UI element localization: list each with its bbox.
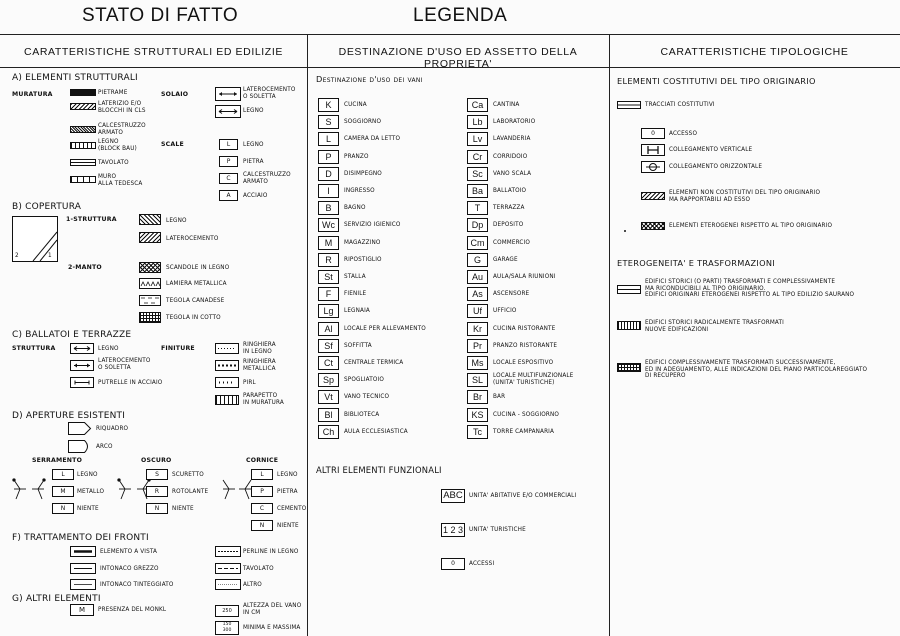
dest-code-left: Ch <box>318 425 339 439</box>
ball-fin-label-3: PARAPETTO IN MURATURA <box>243 393 284 406</box>
legno-solaio-icon <box>215 105 241 118</box>
dest-code-right: Ms <box>467 356 488 370</box>
calcestruzzo-swatch <box>70 126 96 133</box>
trasf-1-swatch <box>617 285 641 294</box>
dest-code-left: St <box>318 270 339 284</box>
laterizio-swatch <box>70 103 96 110</box>
fronti-right-2: ALTRO <box>243 582 262 588</box>
dest-code-left: D <box>318 167 339 181</box>
tegola-canadese-swatch <box>139 295 161 306</box>
ball-str-label-2: PUTRELLE IN ACCIAIO <box>98 380 163 386</box>
dest-label-right: TORRE CAMPANARIA <box>493 428 555 435</box>
dest-code-left: I <box>318 184 339 198</box>
dest-code-left: B <box>318 201 339 215</box>
tavolato-swatch <box>70 159 96 166</box>
column-divider-1 <box>307 34 308 636</box>
tracciati-label: TRACCIATI COSTITUTIVI <box>645 102 715 108</box>
ballatoio-laterocemento-icon <box>70 360 94 371</box>
dest-code-right: Dp <box>467 218 488 232</box>
dest-label-right: LAVANDERIA <box>493 136 531 143</box>
oscuro-label: OSCURO <box>141 457 172 464</box>
non-costitutivi-swatch <box>641 192 665 200</box>
corn-code-0: L <box>251 469 273 480</box>
eterogenei-dot <box>624 230 626 232</box>
dest-code-left: R <box>318 253 339 267</box>
dest-label-right: ASCENSORE <box>493 291 530 298</box>
cornice-window-symbol-icon <box>219 470 255 508</box>
dest-label-left: LEGNAIA <box>344 308 370 315</box>
dest-code-left: Bl <box>318 408 339 422</box>
dest-code-left: F <box>318 287 339 301</box>
eterogenei-label: ELEMENTI ETEROGENEI RISPETTO AL TIPO ORIGINARIO <box>669 223 833 229</box>
dest-code-right: Pr <box>467 339 488 353</box>
pirl-icon <box>215 377 239 388</box>
dest-label-right: CANTINA <box>493 102 520 108</box>
mur-label-1: LATERIZIO E/O BLOCCHI IN CLS <box>98 101 146 114</box>
scale-code-2: C <box>219 173 238 184</box>
struttura-label: 1-STRUTTURA <box>66 216 117 223</box>
alla-tedesca-swatch <box>70 176 96 183</box>
fronti-left-1: INTONACO GREZZO <box>100 566 159 572</box>
osc-code-1: R <box>146 486 168 497</box>
laterocemento-solaio-icon <box>215 87 241 101</box>
eterogenei-swatch <box>641 222 665 230</box>
section-f-title: F) TRATTAMENTO DEI FRONTI <box>12 533 149 543</box>
scale-label-0: LEGNO <box>243 142 264 148</box>
fronti-right-1: TAVOLATO <box>243 566 274 572</box>
manto-label-2: TEGOLA CANADESE <box>166 298 225 304</box>
dest-code-left: L <box>318 132 339 146</box>
mur-label-2: CALCESTRUZZO ARMATO <box>98 123 146 136</box>
dest-code-left: Al <box>318 322 339 336</box>
dest-label-right: LOCALE ESPOSITIVO <box>493 360 554 366</box>
dest-uso-title: Destinazione d'uso dei vani <box>316 74 423 84</box>
corn-label-3: NIENTE <box>277 523 299 529</box>
pietrame-swatch <box>70 89 96 96</box>
col2-header: DESTINAZIONE D'USO ED ASSETTO DELLA PROPRIETA' <box>338 46 578 70</box>
serr-code-2: N <box>52 503 74 514</box>
trasf-2-label: EDIFICI STORICI RADICALMENTE TRASFORMATI NUOVE EDIFICAZIONI <box>645 320 784 333</box>
trasf-1-label: EDIFICI STORICI (O PARTI) TRASFORMATI E COMPLESSIVAMENTE MA RICONDUCIBILI AL TIPO ORIGINARIO. EDIFICI ORIGINARI ETEROGENEI RISPETTO AL TIPO EDILIZIO SAURANO <box>645 279 855 299</box>
blockbau-swatch <box>70 142 96 149</box>
corn-code-3: N <box>251 520 273 531</box>
dest-label-right: LOCALE MULTIFUNZIONALE (UNITA' TURISTICHE) <box>493 373 574 386</box>
collegamento-orizzontale-icon <box>641 161 665 173</box>
ball-str-label-1: LATEROCEMENTO O SOLETTA <box>98 358 151 371</box>
mur-label-3: LEGNO (BLOCK BAU) <box>98 139 137 152</box>
dest-code-left: Ct <box>318 356 339 370</box>
minmax-code: 150 300 <box>215 621 239 635</box>
dest-code-left: P <box>318 150 339 164</box>
cop-str-label-0: LEGNO <box>166 218 187 224</box>
scale-code-1: P <box>219 156 238 167</box>
corn-code-1: P <box>251 486 273 497</box>
minmax-label: MINIMA E MASSIMA <box>243 625 301 631</box>
monkl-label: PRESENZA DEL MONKL <box>98 607 167 613</box>
dest-label-right: CUCINA - SOGGIORNO <box>493 411 560 418</box>
col1-header: CARATTERISTICHE STRUTTURALI ED EDILIZIE <box>24 46 283 58</box>
title-legenda: LEGENDA <box>413 5 508 26</box>
mur-label-4: TAVOLATO <box>98 160 129 166</box>
tracciati-swatch <box>617 101 641 109</box>
altro-fronte-icon <box>215 579 241 590</box>
manto-label-3: TEGOLA IN COTTO <box>166 315 221 321</box>
scale-label-2: CALCESTRUZZO ARMATO <box>243 172 291 185</box>
altri-code-1: 1 2 3 <box>442 525 464 535</box>
dest-label-right: AULA/SALA RIUNIONI <box>493 274 556 280</box>
scale-label-1: PIETRA <box>243 159 264 165</box>
title-stato-di-fatto: STATO DI FATTO <box>82 5 239 26</box>
fronti-left-0: ELEMENTO A VISTA <box>100 549 158 555</box>
aperture-label-0: RIQUADRO <box>96 426 129 432</box>
dest-code-right: As <box>467 287 488 301</box>
elementi-costitutivi-title: ELEMENTI COSTITUTIVI DEL TIPO ORIGINARIO <box>617 76 816 86</box>
intonaco-tinteggiato-icon <box>70 579 96 590</box>
corn-code-2: C <box>251 503 273 514</box>
dest-code-right: Ca <box>467 98 488 112</box>
dest-code-left: K <box>318 98 339 112</box>
mur-label-0: PIETRAME <box>98 90 128 96</box>
riquadro-icon <box>68 422 92 435</box>
dest-code-right: Lv <box>467 132 488 146</box>
ringhiera-metallica-icon <box>215 360 239 371</box>
trasf-3-swatch <box>617 363 641 372</box>
dest-label-left: VANO TECNICO <box>344 394 390 401</box>
osc-code-2: N <box>146 503 168 514</box>
altri-label-1: UNITA' TURISTICHE <box>469 527 526 533</box>
col3-header: CARATTERISTICHE TIPOLOGICHE <box>660 46 849 58</box>
manto-label: 2-MANTO <box>68 264 102 271</box>
dest-label-right: CUCINA RISTORANTE <box>493 325 556 332</box>
dest-label-right: DEPOSITO <box>493 222 524 229</box>
acc-label-2: COLLEGAMENTO ORIZZONTALE <box>669 164 763 170</box>
section-g-title: G) ALTRI ELEMENTI <box>12 594 101 604</box>
corn-label-1: PIETRA <box>277 489 298 495</box>
dest-label-left: SOFFITTA <box>344 342 372 349</box>
ball-str-label-0: LEGNO <box>98 346 119 352</box>
altri-code-0: ABC <box>441 489 465 503</box>
dest-code-left: Sp <box>318 373 339 387</box>
dest-code-right: Ba <box>467 184 488 198</box>
dest-label-right: COMMERCIO <box>493 239 530 246</box>
altezza-code: 250 <box>215 605 239 617</box>
muratura-label: MURATURA <box>12 91 53 98</box>
fronti-right-0: PERLINE IN LEGNO <box>243 549 299 555</box>
section-d-title: D) APERTURE ESISTENTI <box>12 411 126 421</box>
aperture-label-1: ARCO <box>96 444 113 450</box>
dest-label-right: BALLATOIO <box>493 188 527 194</box>
osc-code-0: S <box>146 469 168 480</box>
dest-label-right: VANO SCALA <box>493 170 532 177</box>
dest-label-left: SPOGLIATOIO <box>344 377 384 384</box>
dest-code-right: Uf <box>467 304 488 318</box>
dest-code-left: S <box>318 115 339 129</box>
section-c-title: C) BALLATOI E TERRAZZE <box>12 330 132 340</box>
scandole-swatch <box>139 262 161 273</box>
parapetto-swatch <box>215 395 239 405</box>
dest-label-left: INGRESSO <box>344 188 375 194</box>
dest-label-right: UFFICIO <box>493 308 517 315</box>
dest-label-left: CENTRALE TERMICA <box>344 360 404 366</box>
non-costitutivi-label: ELEMENTI NON COSTITUTIVI DEL TIPO ORIGINARIO MA RAPPORTABILI AD ESSO <box>669 190 821 203</box>
dest-label-left: CAMERA DA LETTO <box>344 136 401 143</box>
ballatoio-legno-icon <box>70 343 94 354</box>
dest-label-left: CUCINA <box>344 102 367 108</box>
dest-code-right: Sc <box>467 167 488 181</box>
dest-code-right: KS <box>467 408 488 422</box>
serramento-window-symbol-icon <box>8 470 50 508</box>
ringhiera-legno-icon <box>215 343 239 354</box>
altri-elementi-title: ALTRI ELEMENTI FUNZIONALI <box>316 465 442 475</box>
dest-label-left: PRANZO <box>344 153 369 160</box>
solaio-label-0: LATEROCEMENTO O SOLETTA <box>243 87 296 100</box>
mur-label-5: MURO ALLA TEDESCA <box>98 174 143 187</box>
arco-icon <box>68 440 92 453</box>
lamiera-swatch <box>139 278 161 289</box>
dest-code-right: Cr <box>467 150 488 164</box>
dest-label-left: AULA ECCLESIASTICA <box>344 428 408 435</box>
section-b-title: B) COPERTURA <box>12 202 82 212</box>
dest-code-right: SL <box>467 373 488 387</box>
osc-label-2: NIENTE <box>172 506 194 512</box>
osc-label-1: ROTOLANTE <box>172 489 209 495</box>
dest-code-right: Lb <box>467 115 488 129</box>
dest-label-right: PRANZO RISTORANTE <box>493 342 558 349</box>
section-a-title: A) ELEMENTI STRUTTURALI <box>12 73 138 83</box>
roof-number-1: 1 <box>48 253 52 259</box>
dest-code-right: T <box>467 201 488 215</box>
dest-label-left: RIPOSTIGLIO <box>344 256 382 263</box>
dest-label-left: DISIMPEGNO <box>344 170 382 177</box>
dest-code-right: Kr <box>467 322 488 336</box>
scale-label-3: ACCIAIO <box>243 193 268 199</box>
altri-label-2: ACCESSI <box>469 561 495 567</box>
putrelle-icon <box>70 377 94 388</box>
copertura-laterocemento-swatch <box>139 232 161 243</box>
dest-label-left: BIBLIOTECA <box>344 411 380 418</box>
dest-code-right: Br <box>467 390 488 404</box>
eterogeneita-title: ETEROGENEITA' E TRASFORMAZIONI <box>617 258 775 268</box>
intonaco-grezzo-icon <box>70 563 96 574</box>
scale-code-3: A <box>219 190 238 201</box>
cop-str-label-1: LATEROCEMENTO <box>166 236 219 242</box>
dest-label-left: SERVIZIO IGIENICO <box>344 222 401 229</box>
dest-label-left: LOCALE PER ALLEVAMENTO <box>344 325 426 332</box>
dest-label-left: BAGNO <box>344 205 366 212</box>
collegamento-verticale-icon <box>641 144 665 156</box>
trasf-2-swatch <box>617 321 641 330</box>
dest-label-left: MAGAZZINO <box>344 239 381 246</box>
dest-code-right: G <box>467 253 488 267</box>
monkl-code: M <box>70 604 94 616</box>
scale-code-0: L <box>219 139 238 150</box>
dest-code-right: Tc <box>467 425 488 439</box>
roof-number-2: 2 <box>15 253 19 259</box>
elemento-vista-icon <box>70 546 96 557</box>
perline-legno-icon <box>215 546 241 557</box>
manto-label-1: LAMIERA METALLICA <box>166 281 227 287</box>
altezza-label: ALTEZZA DEL VANO IN CM <box>243 603 302 616</box>
corn-label-2: CEMENTO <box>277 506 307 512</box>
dest-code-left: Lg <box>318 304 339 318</box>
dest-code-right: Cm <box>467 236 488 250</box>
osc-label-0: SCURETTO <box>172 472 204 478</box>
acc-label-0: ACCESSO <box>669 131 698 137</box>
dest-label-left: FIENILE <box>344 291 367 298</box>
altri-code-2: 0 <box>441 558 465 570</box>
ballatoi-struttura-label: STRUTTURA <box>12 345 56 352</box>
corn-label-0: LEGNO <box>277 472 298 478</box>
serr-code-1: M <box>52 486 74 497</box>
solaio-label: SOLAIO <box>161 91 189 98</box>
tavolato-fronte-icon <box>215 563 241 574</box>
scale-label: SCALE <box>161 141 184 148</box>
dest-label-right: TERRAZZA <box>493 205 525 212</box>
ball-fin-label-2: PIRL <box>243 380 256 386</box>
serr-label-1: METALLO <box>77 489 105 495</box>
header-top-line <box>0 34 900 35</box>
ball-fin-label-0: RINGHIERA IN LEGNO <box>243 342 276 355</box>
dest-code-right: Au <box>467 270 488 284</box>
dest-label-left: STALLA <box>344 274 366 280</box>
serramento-label: SERRAMENTO <box>32 457 83 464</box>
solaio-label-1: LEGNO <box>243 108 264 114</box>
dest-code-left: Vt <box>318 390 339 404</box>
copertura-legno-swatch <box>139 214 161 225</box>
dest-label-left: SOGGIORNO <box>344 119 382 126</box>
manto-label-0: SCANDOLE IN LEGNO <box>166 265 230 271</box>
finiture-label: FINITURE <box>161 345 195 352</box>
fronti-left-2: INTONACO TINTEGGIATO <box>100 582 174 588</box>
dest-label-right: LABORATORIO <box>493 119 536 126</box>
trasf-3-label: EDIFICI COMPLESSIVAMENTE TRASFORMATI SUCCESSIVAMENTE, ED IN ADEGUAMENTO, ALLE INDICAZIONI DEL PIANO PARTICOLAREGGIATO DI RECUPERO <box>645 360 868 380</box>
dest-code-left: Wc <box>318 218 339 232</box>
cornice-label: CORNICE <box>246 457 279 464</box>
tegola-cotto-swatch <box>139 312 161 323</box>
column-divider-2 <box>609 34 610 636</box>
dest-label-right: BAR <box>493 394 506 401</box>
dest-label-right: CORRIDOIO <box>493 153 528 160</box>
dest-code-left: Sf <box>318 339 339 353</box>
dest-code-left: M <box>318 236 339 250</box>
dest-label-right: GARAGE <box>493 256 518 263</box>
serr-label-2: NIENTE <box>77 506 99 512</box>
accesso-icon: 0 <box>641 128 665 139</box>
ball-fin-label-1: RINGHIERA METALLICA <box>243 359 276 372</box>
altri-label-0: UNITA' ABITATIVE E/O COMMERCIALI <box>469 493 577 499</box>
acc-label-1: COLLEGAMENTO VERTICALE <box>669 147 753 153</box>
serr-code-0: L <box>52 469 74 480</box>
serr-label-0: LEGNO <box>77 472 98 478</box>
